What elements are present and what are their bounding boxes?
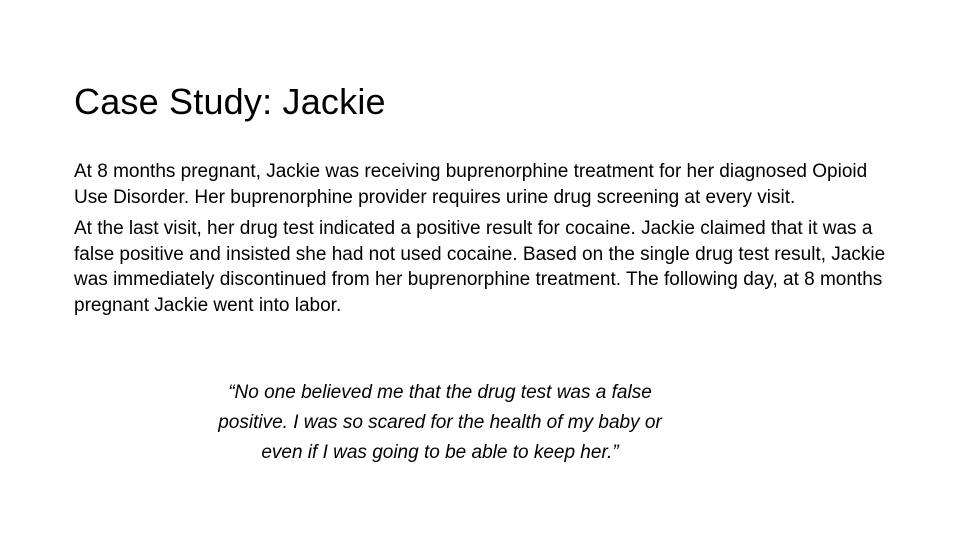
slide-body — [74, 159, 886, 318]
patient-quote — [160, 378, 720, 468]
slide-title: Case Study: Jackie — [74, 81, 386, 122]
quote-line-1: “No one believed me that the drug test was a false — [228, 382, 652, 403]
body-paragraph-1: At 8 months pregnant, Jackie was receiving buprenorphine treatment for her diagnosed Opioid Use Disorder. Her buprenorphine provider requires urine drug screening at every visit. — [74, 161, 868, 208]
quote-line-2: positive. I was so scared for the health of my baby or — [218, 412, 662, 433]
body-paragraph-2: At the last visit, her drug test indicated a positive result for cocaine. Jackie claimed that it was a false positive and insisted she had not used cocaine. Based on the single drug test result, Jackie was immediately discontinued from her buprenorphine treatment. The following day, at 8 months pregnant Jackie went into labor. — [74, 218, 886, 316]
quote-line-3: even if I was going to be able to keep her.” — [261, 442, 619, 463]
